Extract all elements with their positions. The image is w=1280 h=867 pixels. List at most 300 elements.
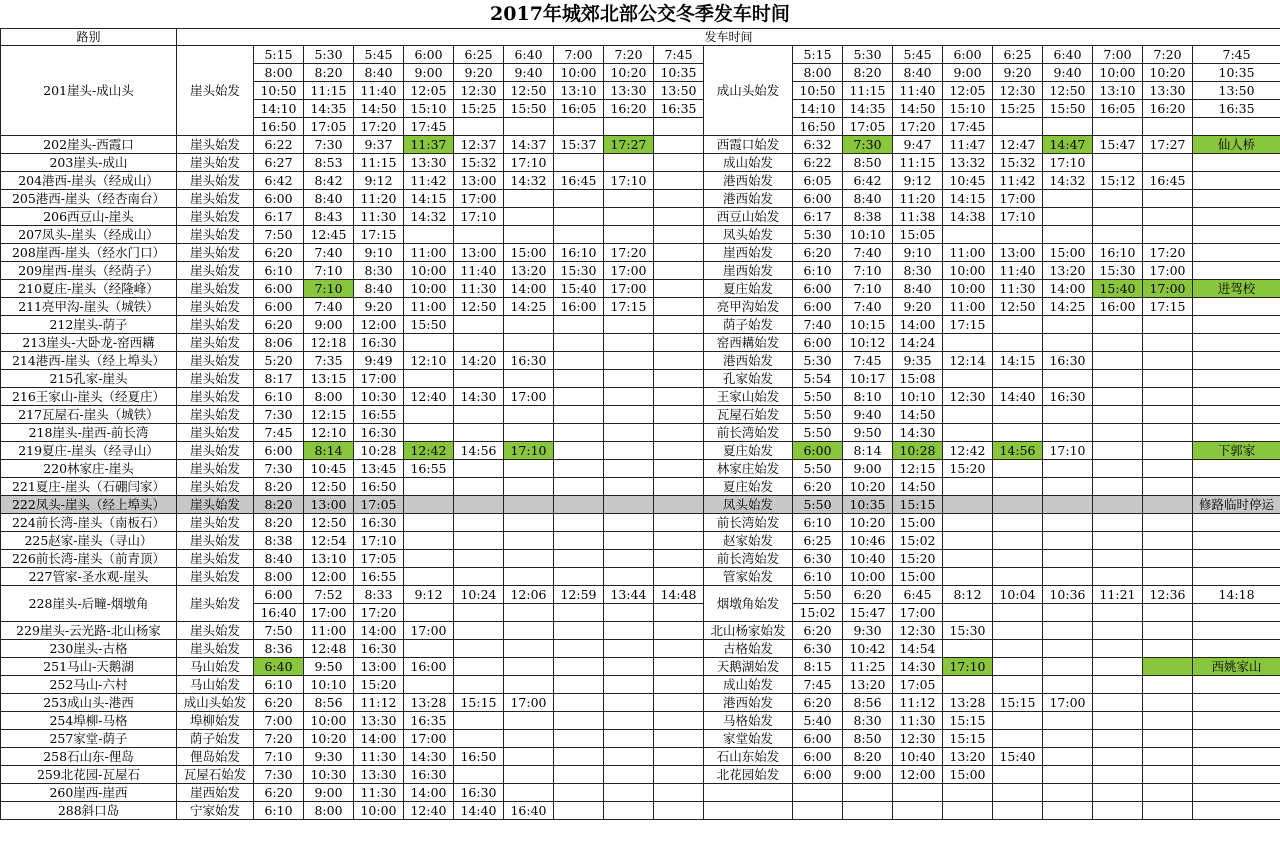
departure-time xyxy=(1143,118,1193,136)
departure-time xyxy=(604,712,654,730)
departure-time xyxy=(1143,316,1193,334)
departure-time: 16:40 xyxy=(254,604,304,622)
departure-time: 15:00 xyxy=(1043,244,1093,262)
departure-time: 8:00 xyxy=(254,568,304,586)
departure-time: 12:30 xyxy=(893,730,943,748)
departure-time xyxy=(993,478,1043,496)
departure-time: 14:47 xyxy=(1043,136,1093,154)
departure-time: 15:00 xyxy=(943,766,993,784)
departure-time: 17:20 xyxy=(354,604,404,622)
departure-time xyxy=(654,424,704,442)
start-stop: 崖西始发 xyxy=(177,784,254,802)
departure-time: 17:00 xyxy=(354,370,404,388)
start-stop: 崖头始发 xyxy=(177,334,254,352)
departure-time: 8:40 xyxy=(354,280,404,298)
departure-time: 10:17 xyxy=(843,370,893,388)
return-stop: 成山头始发 xyxy=(704,46,793,136)
departure-time: 17:27 xyxy=(1143,136,1193,154)
departure-time: 6:10 xyxy=(793,514,843,532)
departure-time: 7:40 xyxy=(843,244,893,262)
departure-time xyxy=(454,496,504,514)
route-name: 213崖头-大卧龙-窑西耩 xyxy=(1,334,177,352)
departure-time xyxy=(454,532,504,550)
departure-time xyxy=(654,244,704,262)
departure-time: 6:20 xyxy=(793,622,843,640)
departure-time xyxy=(504,478,554,496)
departure-time: 11:40 xyxy=(893,82,943,100)
departure-time: 12:40 xyxy=(404,388,454,406)
departure-time: 8:14 xyxy=(304,442,354,460)
departure-time: 17:00 xyxy=(993,190,1043,208)
departure-time: 15:30 xyxy=(554,262,604,280)
departure-time: 14:00 xyxy=(354,622,404,640)
departure-time: 6:00 xyxy=(404,46,454,64)
departure-time: 9:12 xyxy=(893,172,943,190)
departure-time: 17:10 xyxy=(604,172,654,190)
departure-time: 14:00 xyxy=(354,730,404,748)
departure-time: 14:32 xyxy=(504,172,554,190)
departure-time xyxy=(793,784,843,802)
return-stop: 马格始发 xyxy=(704,712,793,730)
departure-time: 10:45 xyxy=(304,460,354,478)
departure-time: 8:00 xyxy=(793,64,843,82)
route-name: 230崖头-古格 xyxy=(1,640,177,658)
departure-time xyxy=(504,190,554,208)
departure-time xyxy=(554,658,604,676)
departure-time: 17:10 xyxy=(1043,154,1093,172)
departure-time xyxy=(554,622,604,640)
departure-time: 8:50 xyxy=(843,154,893,172)
departure-time: 6:00 xyxy=(793,190,843,208)
start-stop: 崖头始发 xyxy=(177,370,254,388)
departure-time: 9:00 xyxy=(843,766,893,784)
start-stop: 崖头始发 xyxy=(177,424,254,442)
departure-time: 8:40 xyxy=(893,280,943,298)
departure-time: 5:30 xyxy=(793,352,843,370)
departure-time xyxy=(554,406,604,424)
departure-time: 6:20 xyxy=(843,586,893,604)
departure-time: 8:40 xyxy=(304,190,354,208)
return-stop: 北山杨家始发 xyxy=(704,622,793,640)
return-stop: 西豆山始发 xyxy=(704,208,793,226)
departure-time xyxy=(404,424,454,442)
departure-time xyxy=(1043,658,1093,676)
departure-time: 17:10 xyxy=(454,208,504,226)
departure-time: 13:20 xyxy=(504,262,554,280)
departure-time: 12:15 xyxy=(304,406,354,424)
start-stop: 崖头始发 xyxy=(177,496,254,514)
departure-time xyxy=(1143,802,1193,820)
departure-time: 17:05 xyxy=(893,676,943,694)
departure-time: 17:15 xyxy=(354,226,404,244)
departure-time xyxy=(1043,568,1093,586)
departure-time xyxy=(604,352,654,370)
departure-time xyxy=(554,514,604,532)
departure-time: 10:00 xyxy=(354,802,404,820)
departure-time: 10:36 xyxy=(1043,586,1093,604)
departure-time: 6:10 xyxy=(793,568,843,586)
departure-time: 8:14 xyxy=(843,442,893,460)
departure-time: 5:50 xyxy=(793,460,843,478)
departure-time xyxy=(504,748,554,766)
departure-time: 6:20 xyxy=(793,478,843,496)
departure-time xyxy=(454,316,504,334)
departure-time: 17:00 xyxy=(893,604,943,622)
departure-time: 12:50 xyxy=(993,298,1043,316)
departure-time: 15:15 xyxy=(993,694,1043,712)
departure-time xyxy=(1143,406,1193,424)
departure-time: 8:43 xyxy=(304,208,354,226)
departure-time xyxy=(1193,460,1280,478)
departure-time: 9:00 xyxy=(304,316,354,334)
departure-time: 7:40 xyxy=(793,316,843,334)
departure-time: 17:05 xyxy=(354,496,404,514)
departure-time xyxy=(604,676,654,694)
departure-time xyxy=(1093,208,1143,226)
departure-time: 11:38 xyxy=(893,208,943,226)
departure-time: 16:30 xyxy=(504,352,554,370)
departure-time: 6:40 xyxy=(254,658,304,676)
departure-time xyxy=(604,550,654,568)
departure-time xyxy=(1143,766,1193,784)
departure-time: 12:45 xyxy=(304,226,354,244)
departure-time xyxy=(654,136,704,154)
departure-time xyxy=(993,712,1043,730)
departure-time: 12:47 xyxy=(993,136,1043,154)
start-stop: 崖头始发 xyxy=(177,262,254,280)
route-name: 228崖头-后疃-烟墩角 xyxy=(1,586,177,622)
departure-time: 12:06 xyxy=(504,586,554,604)
departure-time: 10:10 xyxy=(893,388,943,406)
departure-time xyxy=(504,226,554,244)
departure-time: 13:00 xyxy=(304,496,354,514)
departure-time: 13:30 xyxy=(604,82,654,100)
start-stop: 崖头始发 xyxy=(177,352,254,370)
departure-time: 11:30 xyxy=(993,280,1043,298)
departure-time: 17:20 xyxy=(893,118,943,136)
start-stop: 崖头始发 xyxy=(177,316,254,334)
departure-time: 16:50 xyxy=(254,118,304,136)
departure-time: 10:28 xyxy=(893,442,943,460)
departure-time: 14:40 xyxy=(993,388,1043,406)
departure-time: 6:17 xyxy=(793,208,843,226)
departure-time xyxy=(1143,694,1193,712)
departure-time: 7:10 xyxy=(304,280,354,298)
start-stop: 崖头始发 xyxy=(177,460,254,478)
departure-time xyxy=(654,334,704,352)
departure-time xyxy=(943,478,993,496)
departure-time xyxy=(654,568,704,586)
departure-time: 16:00 xyxy=(404,658,454,676)
departure-time xyxy=(554,208,604,226)
route-name: 211亮甲沟-崖头（城铁） xyxy=(1,298,177,316)
departure-time xyxy=(1093,496,1143,514)
departure-time: 17:00 xyxy=(604,262,654,280)
departure-time xyxy=(654,298,704,316)
departure-time: 7:30 xyxy=(843,136,893,154)
departure-time xyxy=(654,118,704,136)
departure-time xyxy=(1143,388,1193,406)
departure-time: 8:36 xyxy=(254,640,304,658)
departure-time: 12:30 xyxy=(943,388,993,406)
departure-time: 12:30 xyxy=(454,82,504,100)
departure-time xyxy=(554,766,604,784)
departure-time xyxy=(554,388,604,406)
route-name: 218崖头-崖西-前长湾 xyxy=(1,424,177,442)
departure-time xyxy=(993,604,1043,622)
departure-time: 9:10 xyxy=(893,244,943,262)
departure-time: 13:00 xyxy=(454,172,504,190)
departure-time xyxy=(943,784,993,802)
departure-time xyxy=(654,316,704,334)
departure-time: 14:18 xyxy=(1193,586,1280,604)
return-stop: 赵家始发 xyxy=(704,532,793,550)
departure-time: 8:30 xyxy=(843,712,893,730)
route-name: 260崖西-崖西 xyxy=(1,784,177,802)
departure-time: 14:10 xyxy=(254,100,304,118)
departure-time xyxy=(893,802,943,820)
departure-time: 6:25 xyxy=(993,46,1043,64)
route-name: 258石山东-俚岛 xyxy=(1,748,177,766)
departure-time xyxy=(654,640,704,658)
departure-time: 16:35 xyxy=(1193,100,1280,118)
departure-time: 15:37 xyxy=(554,136,604,154)
departure-time xyxy=(1043,640,1093,658)
departure-time xyxy=(554,784,604,802)
departure-time xyxy=(943,604,993,622)
departure-time: 14:24 xyxy=(893,334,943,352)
departure-time xyxy=(1193,604,1280,622)
departure-time: 6:30 xyxy=(793,550,843,568)
departure-time xyxy=(504,712,554,730)
departure-time: 14:50 xyxy=(893,406,943,424)
departure-time xyxy=(1093,424,1143,442)
departure-time: 9:49 xyxy=(354,352,404,370)
departure-time: 7:40 xyxy=(304,298,354,316)
departure-time: 7:10 xyxy=(843,280,893,298)
departure-time xyxy=(1043,334,1093,352)
departure-time: 9:00 xyxy=(843,460,893,478)
departure-time: 17:10 xyxy=(1043,442,1093,460)
departure-time: 17:10 xyxy=(993,208,1043,226)
departure-time xyxy=(454,676,504,694)
start-stop: 崖头始发 xyxy=(177,172,254,190)
departure-time: 7:30 xyxy=(254,766,304,784)
departure-time xyxy=(1093,352,1143,370)
departure-time xyxy=(993,568,1043,586)
departure-time: 8:38 xyxy=(254,532,304,550)
departure-time: 11:00 xyxy=(404,244,454,262)
departure-time: 14:20 xyxy=(454,352,504,370)
departure-time: 10:10 xyxy=(843,226,893,244)
route-name: 222凤头-崖头（经上埠头） xyxy=(1,496,177,514)
departure-time: 16:30 xyxy=(404,766,454,784)
departure-time: 16:30 xyxy=(1043,388,1093,406)
departure-time xyxy=(554,676,604,694)
departure-time: 7:45 xyxy=(843,352,893,370)
start-stop: 马山始发 xyxy=(177,676,254,694)
departure-time xyxy=(604,640,654,658)
departure-time: 9:40 xyxy=(1043,64,1093,82)
departure-time: 10:35 xyxy=(1193,64,1280,82)
departure-time: 9:40 xyxy=(843,406,893,424)
departure-time xyxy=(1143,424,1193,442)
departure-time xyxy=(504,550,554,568)
departure-time xyxy=(1193,352,1280,370)
departure-time: 11:12 xyxy=(354,694,404,712)
departure-time xyxy=(1093,190,1143,208)
departure-time: 9:40 xyxy=(504,64,554,82)
departure-time xyxy=(1143,154,1193,172)
departure-time: 5:45 xyxy=(893,46,943,64)
departure-time xyxy=(604,316,654,334)
departure-time: 12:50 xyxy=(304,478,354,496)
departure-time: 12:15 xyxy=(893,460,943,478)
return-stop: 前长湾始发 xyxy=(704,550,793,568)
departure-time xyxy=(1193,730,1280,748)
departure-time xyxy=(793,802,843,820)
route-note: 修路临时停运 xyxy=(1193,496,1280,514)
departure-time xyxy=(604,568,654,586)
departure-time: 11:30 xyxy=(354,208,404,226)
departure-time: 5:50 xyxy=(793,424,843,442)
route-row xyxy=(1,514,1280,532)
departure-time: 17:27 xyxy=(604,136,654,154)
departure-time: 12:00 xyxy=(354,316,404,334)
departure-time xyxy=(554,316,604,334)
departure-time xyxy=(654,766,704,784)
departure-time: 5:30 xyxy=(843,46,893,64)
departure-time xyxy=(654,280,704,298)
departure-time xyxy=(454,118,504,136)
route-name: 225赵家-崖头（寻山） xyxy=(1,532,177,550)
departure-time: 17:10 xyxy=(354,532,404,550)
departure-time: 7:40 xyxy=(304,244,354,262)
departure-time: 12:50 xyxy=(504,82,554,100)
route-row xyxy=(1,370,1280,388)
departure-time xyxy=(993,802,1043,820)
departure-time: 14:38 xyxy=(943,208,993,226)
departure-time xyxy=(604,622,654,640)
route-name: 257家堂-荫子 xyxy=(1,730,177,748)
departure-time xyxy=(993,532,1043,550)
departure-time xyxy=(943,226,993,244)
route-name: 212崖头-荫子 xyxy=(1,316,177,334)
departure-time: 15:15 xyxy=(943,730,993,748)
departure-time xyxy=(1143,784,1193,802)
departure-time: 14:25 xyxy=(504,298,554,316)
departure-time xyxy=(993,406,1043,424)
departure-time xyxy=(504,406,554,424)
departure-time: 15:20 xyxy=(943,460,993,478)
route-row xyxy=(1,424,1280,442)
departure-time: 10:28 xyxy=(354,442,404,460)
departure-time: 10:00 xyxy=(1093,64,1143,82)
departure-time: 10:00 xyxy=(943,280,993,298)
departure-time xyxy=(1093,118,1143,136)
departure-time xyxy=(604,802,654,820)
return-stop: 崖西始发 xyxy=(704,262,793,280)
departure-time xyxy=(1193,784,1280,802)
departure-time xyxy=(1043,748,1093,766)
departure-time xyxy=(1093,334,1143,352)
departure-time: 16:50 xyxy=(454,748,504,766)
departure-time: 16:30 xyxy=(354,640,404,658)
departure-time xyxy=(1193,532,1280,550)
departure-time xyxy=(1193,118,1280,136)
return-stop: 家堂始发 xyxy=(704,730,793,748)
departure-time xyxy=(943,334,993,352)
departure-time xyxy=(1193,316,1280,334)
departure-time: 7:20 xyxy=(1143,46,1193,64)
start-stop: 崖头始发 xyxy=(177,388,254,406)
departure-time xyxy=(893,784,943,802)
departure-time xyxy=(1193,802,1280,820)
departure-time xyxy=(1143,496,1193,514)
start-stop: 崖头始发 xyxy=(177,136,254,154)
departure-time xyxy=(404,604,454,622)
departure-time xyxy=(454,712,504,730)
route-row xyxy=(1,46,1280,64)
departure-time: 17:10 xyxy=(943,658,993,676)
route-name: 207凤头-崖头（经成山） xyxy=(1,226,177,244)
departure-time: 11:20 xyxy=(354,190,404,208)
departure-time xyxy=(454,370,504,388)
departure-time: 17:15 xyxy=(943,316,993,334)
departure-time: 16:55 xyxy=(354,568,404,586)
departure-time xyxy=(554,748,604,766)
start-stop: 崖头始发 xyxy=(177,622,254,640)
route-row xyxy=(1,136,1280,154)
route-name: 209崖西-崖头（经荫子） xyxy=(1,262,177,280)
departure-time: 6:40 xyxy=(504,46,554,64)
departure-time: 16:30 xyxy=(354,424,404,442)
departure-time: 6:20 xyxy=(793,244,843,262)
departure-time: 8:40 xyxy=(893,64,943,82)
departure-time: 10:24 xyxy=(454,586,504,604)
return-stop: 古格始发 xyxy=(704,640,793,658)
departure-time: 10:00 xyxy=(304,712,354,730)
departure-time: 10:20 xyxy=(843,514,893,532)
departure-time: 6:00 xyxy=(793,442,843,460)
departure-time: 14:30 xyxy=(454,388,504,406)
departure-time: 10:50 xyxy=(793,82,843,100)
departure-time: 15:25 xyxy=(993,100,1043,118)
departure-time: 15:47 xyxy=(843,604,893,622)
start-stop: 瓦屋石始发 xyxy=(177,766,254,784)
departure-time xyxy=(604,748,654,766)
departure-time: 11:00 xyxy=(404,298,454,316)
departure-time: 17:05 xyxy=(354,550,404,568)
departure-time xyxy=(504,604,554,622)
route-row xyxy=(1,172,1280,190)
departure-time: 8:30 xyxy=(354,262,404,280)
departure-time: 12:00 xyxy=(304,568,354,586)
departure-time: 15:47 xyxy=(1093,136,1143,154)
times-header: 发车时间 xyxy=(177,29,1280,46)
departure-time: 10:46 xyxy=(843,532,893,550)
departure-time xyxy=(654,190,704,208)
departure-time xyxy=(554,424,604,442)
departure-time: 6:00 xyxy=(254,442,304,460)
return-stop: 管家始发 xyxy=(704,568,793,586)
departure-time xyxy=(1193,676,1280,694)
return-stop: 崖西始发 xyxy=(704,244,793,262)
departure-time xyxy=(1143,226,1193,244)
departure-time xyxy=(504,658,554,676)
departure-time xyxy=(604,406,654,424)
departure-time xyxy=(504,766,554,784)
